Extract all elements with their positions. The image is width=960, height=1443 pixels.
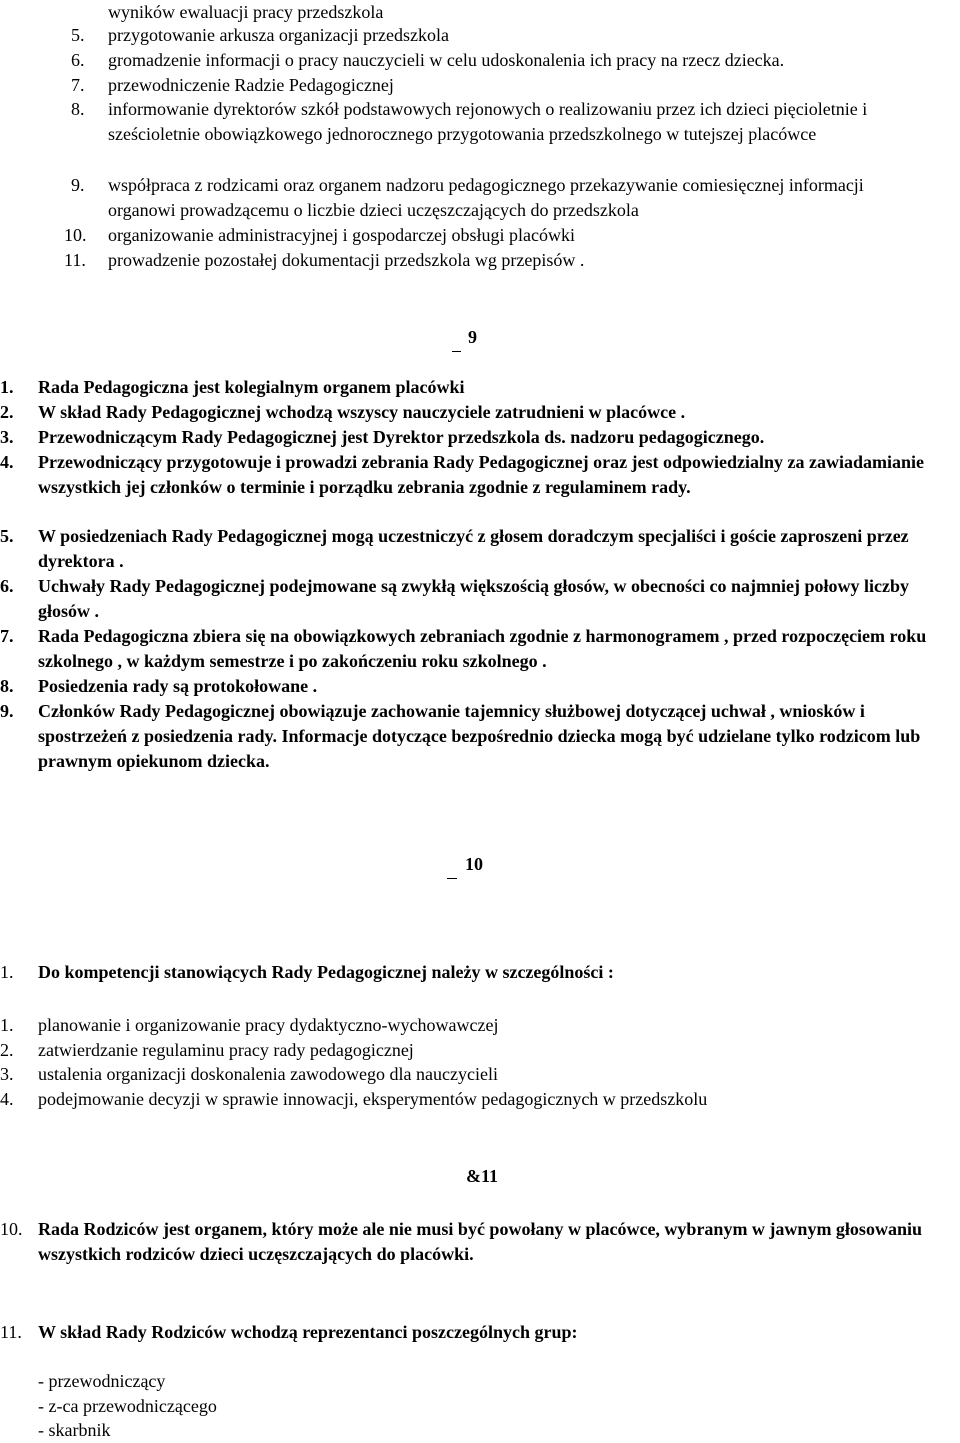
list-item-text: Posiedzenia rady są protokołowane . <box>38 676 318 696</box>
list-item <box>64 223 924 248</box>
list-number: 5. <box>0 526 14 546</box>
section-9-heading <box>452 325 477 350</box>
section-10-item <box>0 1087 950 1112</box>
list-item-text: zatwierdzanie regulaminu pracy rady pedagogicznej <box>38 1040 414 1060</box>
list-item-text: gromadzenie informacji o pracy nauczycieli w celu udoskonalenia ich pracy na rzecz dziecka. <box>108 50 785 70</box>
list-item-text: przygotowanie arkusza organizacji przedszkola <box>108 25 450 45</box>
list-number: 4. <box>0 452 14 472</box>
list-number: 2. <box>0 402 14 422</box>
list-item <box>71 48 941 73</box>
list-number: 8. <box>71 99 85 119</box>
section-number: 10 <box>465 854 483 874</box>
role-text: - skarbnik <box>38 1420 111 1440</box>
role-item <box>38 1394 217 1419</box>
section-9-item <box>0 699 950 774</box>
section-11-item <box>0 1217 950 1267</box>
section-10-item <box>0 1062 950 1087</box>
list-item <box>71 23 931 48</box>
list-number: 10. <box>0 1219 23 1239</box>
list-number: 4. <box>0 1089 14 1109</box>
list-item <box>71 173 891 223</box>
list-number: 6. <box>71 50 85 70</box>
section-9-item <box>0 425 955 450</box>
list-number: 11. <box>64 250 86 270</box>
role-item <box>38 1418 110 1443</box>
list-number: 7. <box>0 626 14 646</box>
list-item-text: Rada Pedagogiczna zbiera się na obowiązkowych zebraniach zgodnie z harmonogramem , przed rozpoczęciem roku szkolnego , w każdym semestrze i po zakończeniu roku szkolnego . <box>38 626 927 671</box>
list-item-text: W skład Rady Rodziców wchodzą reprezentanci poszczególnych grup: <box>38 1322 578 1342</box>
list-item <box>108 0 928 25</box>
section-10-intro <box>0 960 950 985</box>
list-number: 9. <box>71 175 85 195</box>
list-item-text: wyników ewaluacji pracy przedszkola <box>108 2 384 22</box>
list-item-text: Rada Rodziców jest organem, który może ale nie musi być powołany w placówce, wybranym w jawnym głosowaniu wszystkich rodziców dzieci uczęszczających do placówki. <box>38 1219 922 1264</box>
section-10-heading <box>447 852 483 877</box>
section-sign-icon <box>452 325 461 352</box>
list-item-text: organizowanie administracyjnej i gospodarczej obsługi placówki <box>108 225 576 245</box>
section-9-item <box>0 574 950 624</box>
list-number: 1. <box>0 1015 14 1035</box>
section-11-item <box>0 1320 950 1345</box>
list-number: 7. <box>71 75 85 95</box>
list-item-text: Rada Pedagogiczna jest kolegialnym organem placówki <box>38 377 465 397</box>
section-9-item <box>0 400 950 425</box>
list-item-text: Członków Rady Pedagogicznej obowiązuje zachowanie tajemnicy służbowej dotyczącej uchwał , wniosków i spostrzeżeń z posiedzenia rady. Informacje dotyczące bezpośrednio dziecka mogą być udzielane tylko rodzicom lub prawnym opiekunom dziecka. <box>38 701 921 771</box>
list-number: 3. <box>0 427 14 447</box>
list-item <box>64 248 924 273</box>
section-number: &11 <box>466 1166 499 1186</box>
list-item <box>71 97 891 147</box>
section-10-item <box>0 1038 950 1063</box>
list-number: 10. <box>64 225 87 245</box>
section-11-heading <box>466 1164 498 1189</box>
list-item-text: Przewodniczącym Rady Pedagogicznej jest Dyrektor przedszkola ds. nadzoru pedagogicznego. <box>38 427 765 447</box>
list-number: 8. <box>0 676 14 696</box>
section-9-item <box>0 450 955 500</box>
section-number: 9 <box>468 327 477 347</box>
list-item-text: W posiedzeniach Rady Pedagogicznej mogą uczestniczyć z głosem doradczym specjaliści i goście zaproszeni przez dyrektora . <box>38 526 909 571</box>
section-10-item <box>0 1013 950 1038</box>
role-item <box>38 1369 165 1394</box>
section-9-item <box>0 524 950 574</box>
list-number: 9. <box>0 701 14 721</box>
list-number: 5. <box>71 25 85 45</box>
list-item-text: przewodniczenie Radzie Pedagogicznej <box>108 75 394 95</box>
list-number: 6. <box>0 576 14 596</box>
list-item <box>71 73 931 98</box>
list-item-text: W skład Rady Pedagogicznej wchodzą wszyscy nauczyciele zatrudnieni w placówce . <box>38 402 686 422</box>
list-item-text: prowadzenie pozostałej dokumentacji przedszkola wg przepisów . <box>108 250 585 270</box>
list-item-text: informowanie dyrektorów szkół podstawowych rejonowych o realizowaniu przez ich dzieci pięcioletnie i sześcioletnie obowiązkowego jednorocznego przygotowania przedszkolnego w tutejszej placówce <box>108 99 868 144</box>
list-number: 1. <box>0 962 14 982</box>
list-number: 1. <box>0 377 14 397</box>
section-9-item <box>0 375 950 400</box>
role-text: - przewodniczący <box>38 1371 166 1391</box>
list-item-text: Do kompetencji stanowiących Rady Pedagogicznej należy w szczególności : <box>38 962 614 982</box>
list-item-text: Uchwały Rady Pedagogicznej podejmowane są zwykłą większością głosów, w obecności co najmniej połowy liczby głosów . <box>38 576 909 621</box>
list-number: 11. <box>0 1322 22 1342</box>
list-item-text: współpraca z rodzicami oraz organem nadzoru pedagogicznego przekazywanie comiesięcznej informacji organowi prowadzącemu o liczbie dzieci uczęszczających do przedszkola <box>108 175 864 220</box>
list-item-text: podejmowanie decyzji w sprawie innowacji, eksperymentów pedagogicznych w przedszkolu <box>38 1089 708 1109</box>
list-item-text: ustalenia organizacji doskonalenia zawodowego dla nauczycieli <box>38 1064 498 1084</box>
section-9-item <box>0 624 950 674</box>
list-number: 2. <box>0 1040 14 1060</box>
section-sign-icon <box>447 852 457 879</box>
role-text: - z-ca przewodniczącego <box>38 1396 217 1416</box>
list-item-text: planowanie i organizowanie pracy dydaktyczno-wychowawczej <box>38 1015 499 1035</box>
list-number: 3. <box>0 1064 14 1084</box>
section-9-item <box>0 674 950 699</box>
list-item-text: Przewodniczący przygotowuje i prowadzi zebrania Rady Pedagogicznej oraz jest odpowiedzialny za zawiadamianie wszystkich jej członków o terminie i porządku zebrania zgodnie z regulaminem rady. <box>38 452 925 497</box>
